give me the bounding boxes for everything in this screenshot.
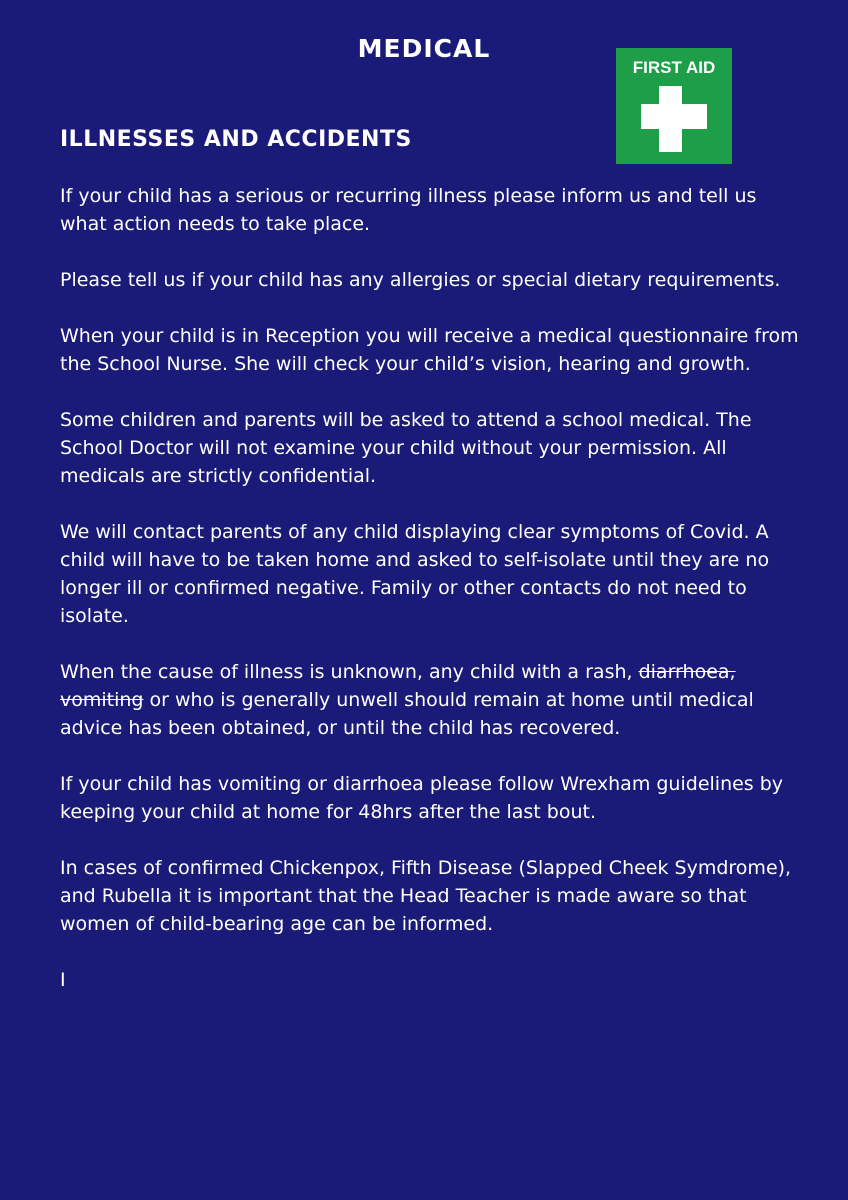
rash-text-after: or who is generally unwell should remain at home until medical advice has been obtained, or until the child has recovered. [60,689,754,739]
paragraph-rash [60,658,800,742]
paragraph-reception: When your child is in Reception you will receive a medical questionnaire from the School Nurse. She will check your child’s vision, hearing and growth. [60,325,799,375]
paragraph-school-medical: Some children and parents will be asked to attend a school medical. The School Doctor will not examine your child without your permission. All medicals are strictly confidential. [60,409,752,487]
paragraph-illness: If your child has a serious or recurring illness please inform us and tell us what action needs to take place. [60,185,757,235]
rash-text-before: When the cause of illness is unknown, any child with a rash, [60,661,639,683]
first-aid-badge [616,48,732,164]
first-aid-label: FIRST AID [632,58,716,77]
page-title: MEDICAL [357,34,491,63]
body-text [60,182,800,1022]
struck-text: diarrhoea, vomiting [60,661,736,711]
paragraph-vomiting: If your child has vomiting or diarrhoea please follow Wrexham guidelines by keeping your child at home for 48hrs after the last bout. [60,773,784,823]
section-heading: ILLNESSES AND ACCIDENTS [60,127,412,152]
stray-text: I [60,969,66,991]
paragraph-covid: We will contact parents of any child displaying clear symptoms of Covid. A child will have to be taken home and asked to self-isolate until they are no longer ill or confirmed negative. Family or other contacts do not need to isolate. [60,521,770,627]
paragraph-allergies: Please tell us if your child has any allergies or special dietary requirements. [60,269,781,291]
paragraph-infectious-diseases: In cases of confirmed Chickenpox, Fifth Disease (Slapped Cheek Symdrome), and Rubella it is important that the Head Teacher is made aware so that women of child-bearing age can be informed. [60,857,792,935]
